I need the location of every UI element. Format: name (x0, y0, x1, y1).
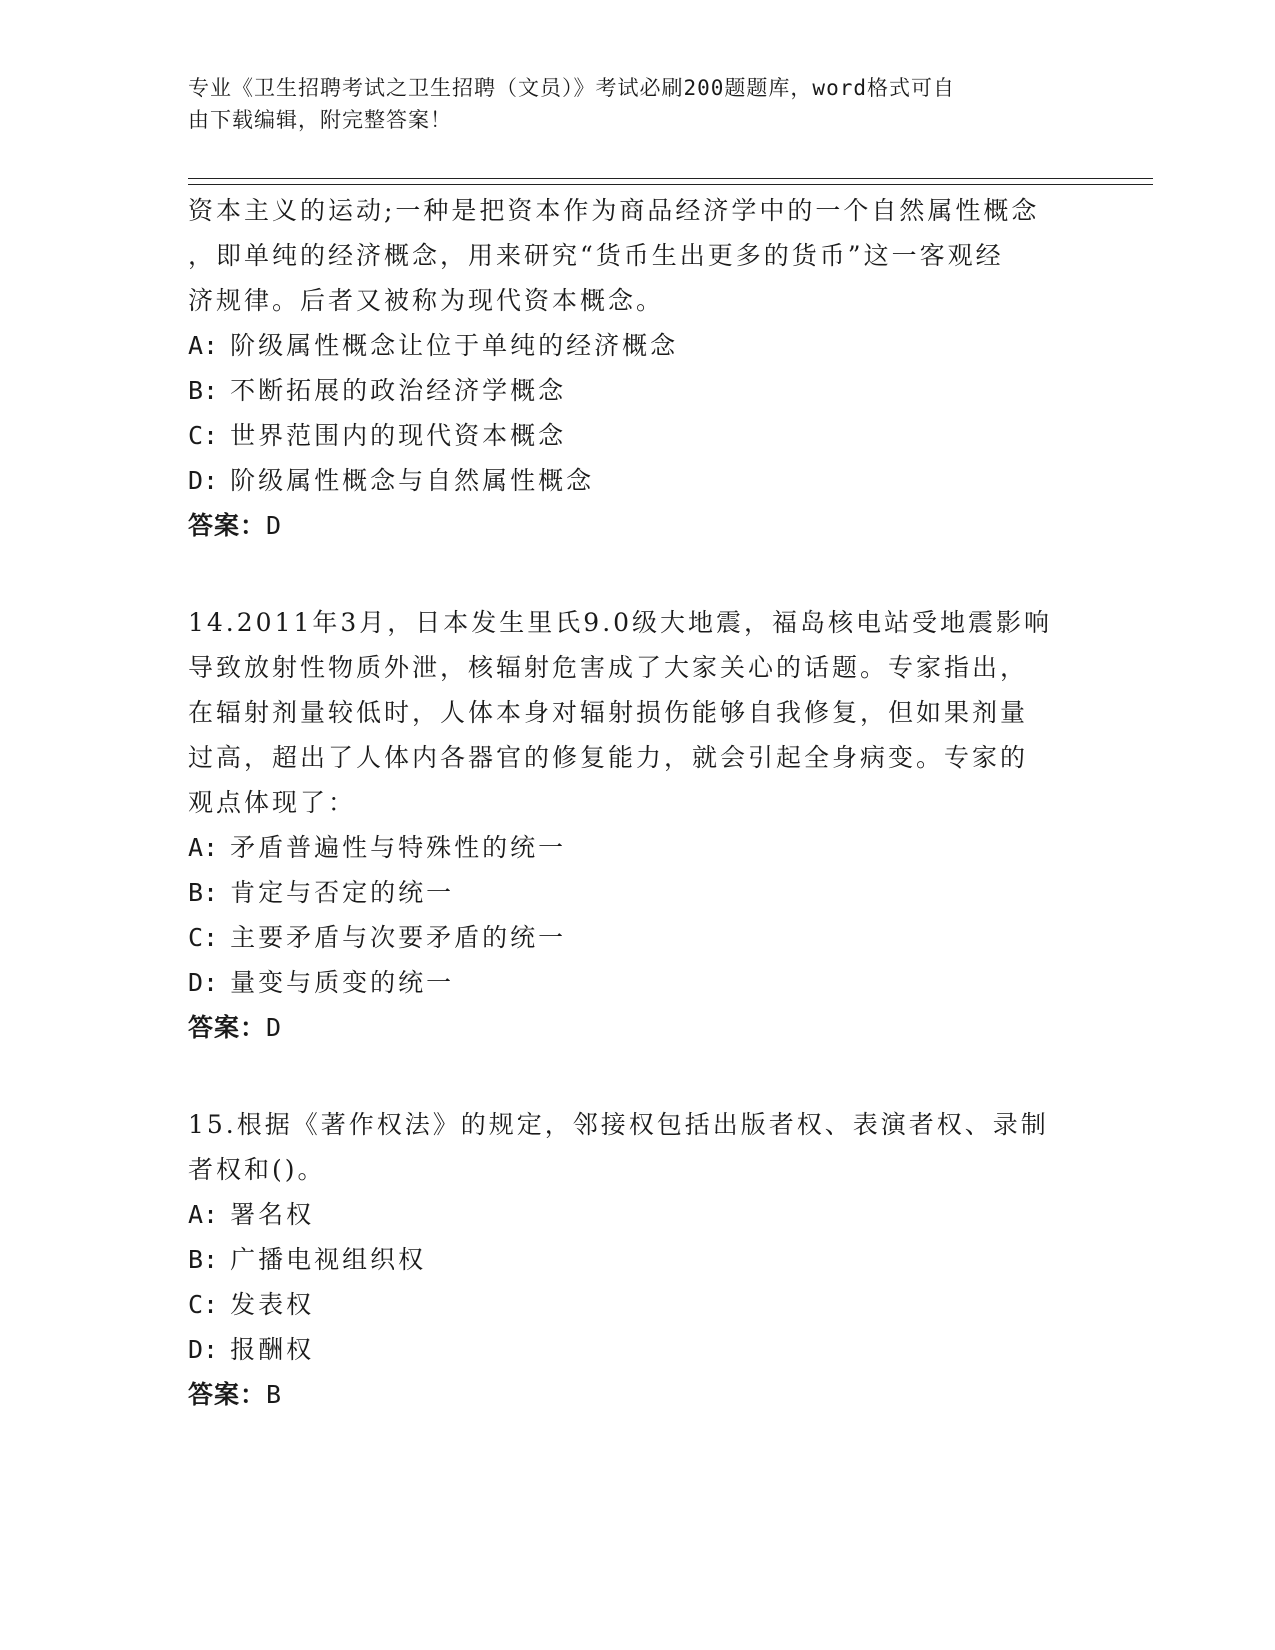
option-key: D: (188, 968, 219, 997)
option-key: D: (188, 1335, 219, 1364)
option-text: 量变与质变的统一 (230, 968, 455, 997)
option-key: A: (188, 1200, 219, 1229)
option-text: 署名权 (230, 1200, 315, 1229)
option-c (188, 1282, 1088, 1327)
header-title-line-1: 专业《卫生招聘考试之卫生招聘（文员）》考试必刷200题题库，word格式可自 (188, 76, 955, 100)
document-body (188, 188, 1088, 1417)
question-text-line: 导致放射性物质外泄，核辐射危害成了大家关心的话题。专家指出， (188, 653, 1029, 682)
answer-value: B (266, 1380, 283, 1409)
question-15 (188, 1102, 1088, 1417)
option-key: A: (188, 833, 219, 862)
answer-line (188, 1005, 1088, 1050)
spacer (188, 548, 1088, 600)
question-text-line: 资本主义的运动;一种是把资本作为商品经济学中的一个自然属性概念 (188, 196, 1040, 225)
option-text: 阶级属性概念让位于单纯的经济概念 (230, 331, 679, 360)
question-13-continuation (188, 188, 1088, 548)
question-text-line: 观点体现了： (188, 788, 357, 817)
option-text: 阶级属性概念与自然属性概念 (230, 466, 595, 495)
answer-label: 答案： (188, 1380, 267, 1409)
option-d (188, 458, 1088, 503)
option-key: B: (188, 376, 219, 405)
option-text: 发表权 (230, 1290, 315, 1319)
question-text-line: 过高，超出了人体内各器官的修复能力，就会引起全身病变。专家的 (188, 743, 1029, 772)
option-d (188, 1327, 1088, 1372)
option-text: 不断拓展的政治经济学概念 (230, 376, 567, 405)
header-divider-top (188, 178, 1153, 179)
answer-line (188, 503, 1088, 548)
option-text: 主要矛盾与次要矛盾的统一 (230, 923, 567, 952)
spacer (188, 1050, 1088, 1102)
answer-label: 答案： (188, 1013, 267, 1042)
option-key: B: (188, 1245, 219, 1274)
option-text: 世界范围内的现代资本概念 (230, 421, 567, 450)
question-text-line: 14.2011年3月，日本发生里氏9.0级大地震，福岛核电站受地震影响 (188, 608, 1053, 637)
option-b (188, 1237, 1088, 1282)
question-text-line: 在辐射剂量较低时，人体本身对辐射损伤能够自我修复，但如果剂量 (188, 698, 1029, 727)
option-c (188, 915, 1088, 960)
option-b (188, 368, 1088, 413)
option-text: 广播电视组织权 (230, 1245, 427, 1274)
question-text-line: ，即单纯的经济概念，用来研究“货币生出更多的货币”这一客观经 (188, 241, 1004, 270)
option-key: B: (188, 878, 219, 907)
question-text-line: 济规律。后者又被称为现代资本概念。 (188, 286, 665, 315)
option-text: 报酬权 (230, 1335, 315, 1364)
option-key: C: (188, 923, 219, 952)
header-title-line-2: 由下载编辑，附完整答案！ (188, 108, 452, 132)
document-header (188, 72, 1068, 136)
question-14 (188, 600, 1088, 1050)
question-text-line: 15.根据《著作权法》的规定，邻接权包括出版者权、表演者权、录制 (188, 1110, 1049, 1139)
option-key: D: (188, 466, 219, 495)
option-b (188, 870, 1088, 915)
option-key: A: (188, 331, 219, 360)
option-key: C: (188, 421, 219, 450)
answer-line (188, 1372, 1088, 1417)
header-divider-bottom (188, 184, 1153, 185)
answer-value: D (266, 1013, 283, 1042)
option-a (188, 825, 1088, 870)
option-c (188, 413, 1088, 458)
answer-label: 答案： (188, 511, 267, 540)
answer-value: D (266, 511, 283, 540)
option-a (188, 1192, 1088, 1237)
option-d (188, 960, 1088, 1005)
option-key: C: (188, 1290, 219, 1319)
option-a (188, 323, 1088, 368)
option-text: 矛盾普遍性与特殊性的统一 (230, 833, 567, 862)
option-text: 肯定与否定的统一 (230, 878, 455, 907)
question-text-line: 者权和()。 (188, 1155, 326, 1184)
